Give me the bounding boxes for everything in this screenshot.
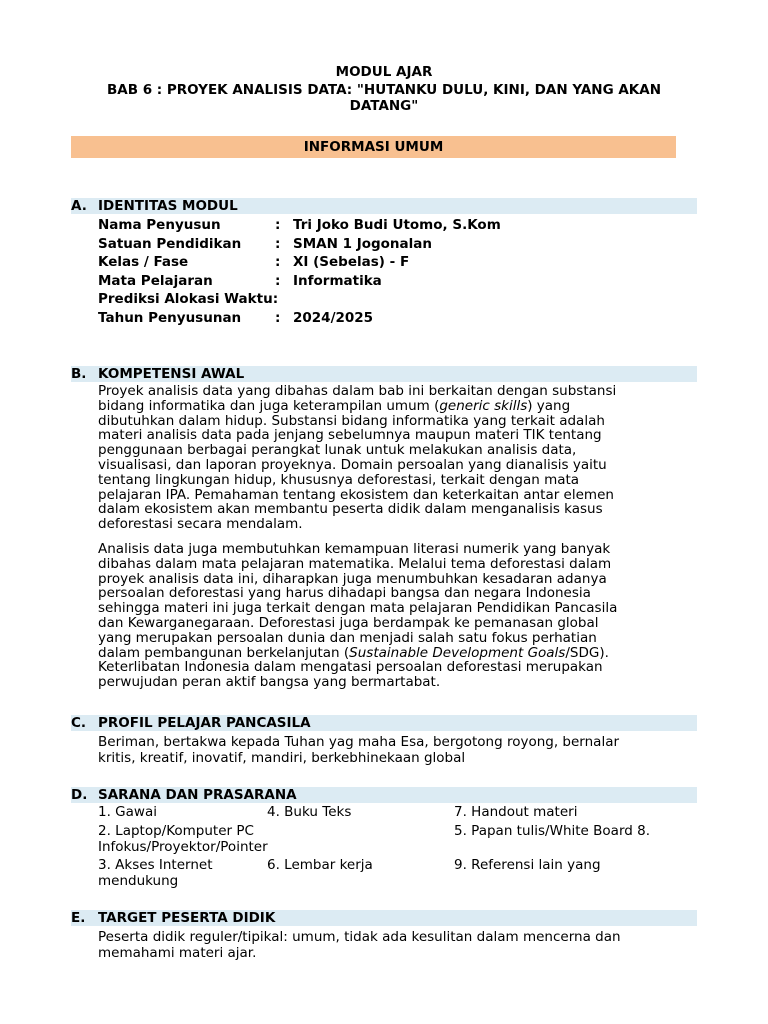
sarana-item: 5. Papan tulis/White Board 8. [454, 823, 650, 839]
sarana-item: 7. Handout materi [454, 804, 578, 820]
section-letter: C. [71, 715, 87, 731]
section-title: TARGET PESERTA DIDIK [98, 910, 276, 926]
identity-label: Prediksi Alokasi Waktu: [98, 291, 279, 307]
identity-value: XI (Sebelas) - F [293, 254, 410, 270]
sarana-item: 6. Lembar kerja [267, 857, 373, 873]
identity-colon: : [275, 254, 281, 270]
text-line [98, 646, 698, 661]
text-line: pelajaran IPA. Pemahaman tentang ekosistem dan keterkaitan antar elemen [98, 486, 614, 503]
text-line: memahami materi ajar. [98, 945, 257, 961]
identity-value: 2024/2025 [293, 309, 374, 326]
text-line: yang merupakan persoalan dunia dan menjadi salah satu fokus perhatian [98, 629, 597, 646]
text-line: kritis, kreatif, inovatif, mandiri, berkebhinekaan global [98, 750, 466, 766]
italic-term: Sustainable Development Goals [349, 644, 566, 661]
text-line: dibutuhkan dalam hidup. Substansi bidang informatika yang terkait adalah [98, 412, 605, 429]
section-letter: D. [71, 787, 88, 803]
identity-colon: : [275, 309, 281, 326]
section-target-peserta-didik [71, 910, 697, 926]
identity-colon: : [275, 272, 281, 289]
chapter-title-line-1: BAB 6 : PROYEK ANALISIS DATA: "HUTANKU DULU, KINI, DAN YANG AKAN [106, 82, 662, 98]
identity-value: Tri Joko Budi Utomo, S.Kom [293, 217, 501, 233]
sarana-item: 1. Gawai [98, 804, 157, 820]
text-line: penggunaan berbagai perangkat lunak untuk melakukan analisis data, [98, 442, 577, 459]
sarana-item-continued: mendukung [98, 873, 179, 889]
text-line: Analisis data juga membutuhkan kemampuan literasi numerik yang banyak [98, 541, 611, 557]
identity-label: Kelas / Fase [98, 254, 189, 270]
informasi-umum-banner: INFORMASI UMUM [71, 136, 676, 158]
profil-paragraph [98, 734, 698, 766]
identity-label: Mata Pelajaran [98, 272, 213, 289]
italic-term: generic skills [439, 397, 528, 414]
sarana-item-continued: Infokus/Proyektor/Pointer [98, 839, 268, 855]
section-letter: A. [71, 198, 87, 214]
text-line: dibahas dalam mata pelajaran matematika. Melalui tema deforestasi dalam [98, 555, 612, 572]
text-line: proyek analisis data ini, diharapkan juga menumbuhkan kesadaran adanya [98, 570, 607, 587]
section-letter: B. [71, 366, 87, 382]
section-sarana-prasarana [71, 787, 697, 803]
identity-value: SMAN 1 Jogonalan [293, 235, 433, 252]
text-segment: bidang informatika dan juga keterampilan umum ( [98, 397, 440, 414]
text-line: Beriman, bertakwa kepada Tuhan yag maha Esa, bergotong royong, bernalar [98, 734, 620, 750]
text-segment: /SDG). [565, 644, 609, 661]
text-segment: ) yang [527, 397, 571, 414]
sarana-item: 2. Laptop/Komputer PC [98, 823, 254, 839]
text-line: tentang lingkungan hidup, khususnya deforestasi, terkait dengan mata [98, 471, 580, 488]
text-segment: dalam pembangunan berkelanjutan ( [98, 644, 350, 661]
text-line: visualisasi, dan laporan proyeknya. Domain persoalan yang dianalisis yaitu [98, 456, 607, 473]
section-title: KOMPETENSI AWAL [98, 366, 245, 382]
identity-value: Informatika [293, 272, 382, 289]
section-kompetensi-awal [71, 366, 697, 382]
sarana-item: 3. Akses Internet [98, 857, 213, 873]
identity-colon: : [275, 217, 281, 233]
identity-label: Nama Penyusun [98, 217, 221, 233]
text-line: dan Kewarganegaraan. Deforestasi juga berdampak ke pemanasan global [98, 614, 599, 631]
section-letter: E. [71, 910, 86, 926]
sarana-item: 4. Buku Teks [267, 804, 352, 820]
text-line: persoalan deforestasi yang harus dihadapi bangsa dan negara Indonesia [98, 585, 591, 602]
kompetensi-paragraph-2 [98, 542, 698, 690]
section-profil-pelajar-pancasila [71, 715, 697, 731]
identity-colon: : [275, 235, 281, 252]
section-title: PROFIL PELAJAR PANCASILA [98, 715, 311, 731]
text-line: Peserta didik reguler/tipikal: umum, tidak ada kesulitan dalam mencerna dan [98, 929, 621, 945]
text-line [98, 399, 698, 414]
identity-label: Satuan Pendidikan [98, 235, 242, 252]
text-line: Proyek analisis data yang dibahas dalam bab ini berkaitan dengan substansi [98, 383, 617, 399]
text-line: materi analisis data pada jenjang sebelumnya maupun materi TIK tentang [98, 427, 602, 444]
section-title: IDENTITAS MODUL [98, 198, 238, 214]
kompetensi-paragraph-1 [98, 384, 698, 532]
sarana-item: 9. Referensi lain yang [454, 857, 601, 873]
target-paragraph [98, 929, 698, 961]
text-line: sehingga materi ini juga terkait dengan mata pelajaran Pendidikan Pancasila [98, 600, 618, 617]
text-line: perwujudan peran aktif bangsa yang bermartabat. [98, 674, 441, 691]
document-title: MODUL AJAR [335, 64, 433, 80]
text-line: dalam ekosistem akan membantu peserta didik dalam menganalisis kasus [98, 501, 603, 518]
chapter-title-line-2: DATANG" [349, 98, 419, 114]
section-identitas-modul [71, 198, 697, 214]
text-line: Keterlibatan Indonesia dalam mengatasi persoalan deforestasi merupakan [98, 659, 603, 676]
text-line: deforestasi secara mendalam. [98, 516, 303, 533]
identity-label: Tahun Penyusunan [98, 309, 242, 326]
section-title: SARANA DAN PRASARANA [98, 787, 297, 803]
